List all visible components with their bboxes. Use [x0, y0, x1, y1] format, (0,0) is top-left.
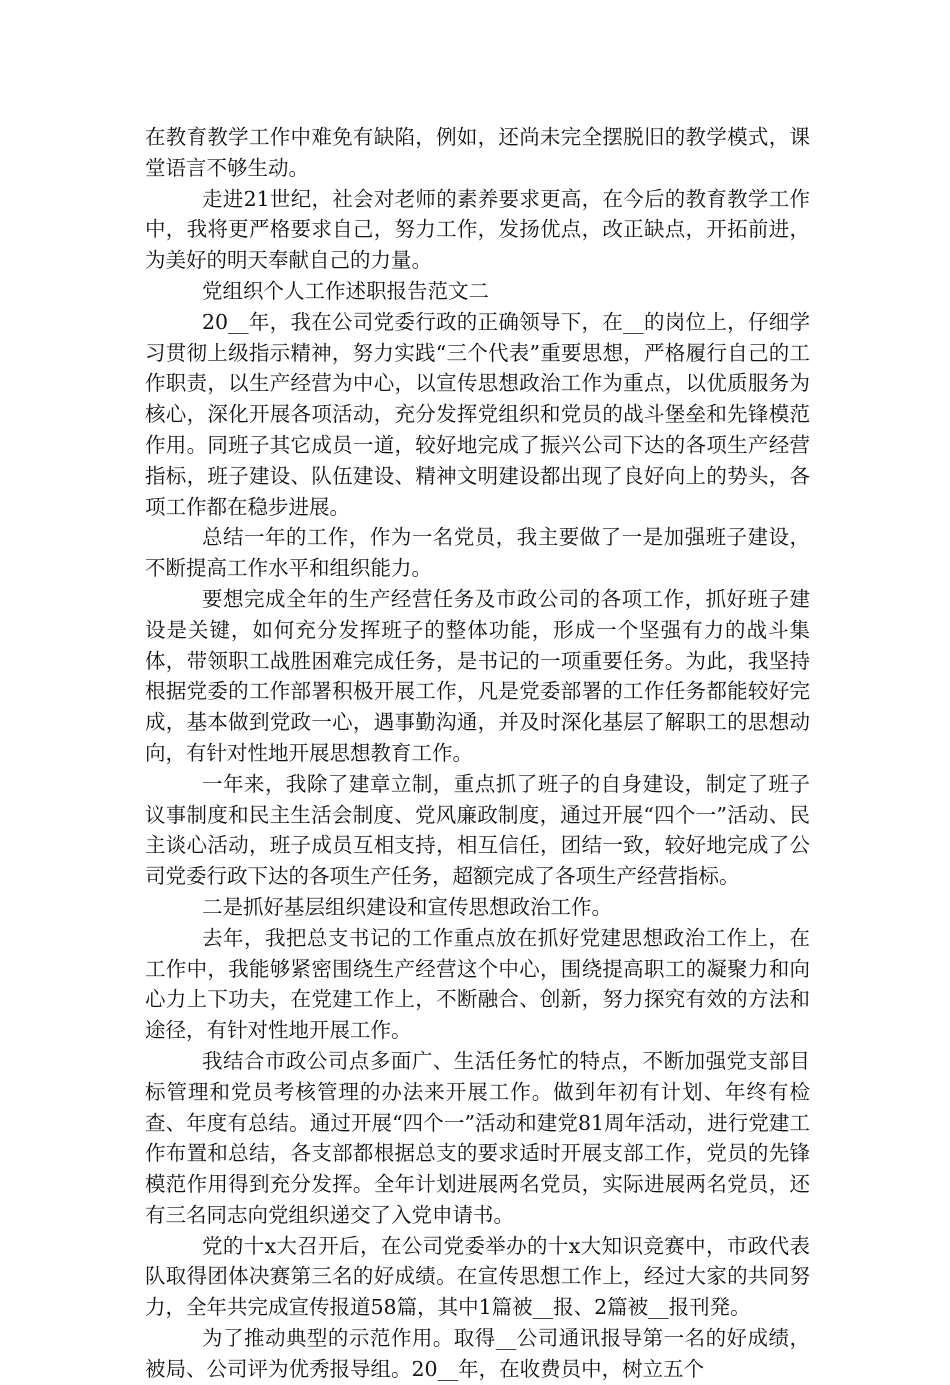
- paragraph-5: 总结一年的工作，作为一名党员，我主要做了一是加强班子建设，不断提高工作水平和组织能力。: [145, 525, 810, 581]
- paragraph-4: 20__年，我在公司党委行政的正确领导下，在__的岗位上，仔细学习贯彻上级指示精神，努力实践“三个代表”重要思想，严格履行自己的工作职责，以生产经营为中心，以宣传思想政治工作为重点，以优质服务为核心，深化开展各项活动，充分发挥党组织和党员的战斗堡垒和先锋模范作用。同班子其它成员一道，较好地完成了振兴公司下达的各项生产经营指标，班子建设、队伍建设、精神文明建设都出现了良好向上的势头，各项工作都在稳步进展。: [145, 309, 810, 519]
- paragraph-7: 一年来，我除了建章立制，重点抓了班子的自身建设，制定了班子议事制度和民主生活会制度、党风廉政制度，通过开展“四个一”活动、民主谈心活动，班子成员互相支持，相互信任，团结一致，较好地完成了公司党委行政下达的各项生产任务，超额完成了各项生产经营指标。: [145, 771, 810, 889]
- paragraph-9: 去年，我把总支书记的工作重点放在抓好党建思想政治工作上，在工作中，我能够紧密围绕生产经营这个中心，围绕提高职工的凝聚力和向心力上下功夫，在党建工作上，不断融合、创新，努力探究有效的方法和途径，有针对性地开展工作。: [145, 925, 810, 1043]
- paragraph-1: 在教育教学工作中难免有缺陷，例如，还尚未完全摆脱旧的教学模式，课堂语言不够生动。: [145, 125, 810, 180]
- paragraph-2: 走进21世纪，社会对老师的素养要求更高，在今后的教育教学工作中，我将更严格要求自己，努力工作，发扬优点，改正缺点，开拓前进，为美好的明天奉献自己的力量。: [145, 186, 810, 273]
- section-heading: 党组织个人工作述职报告范文二: [202, 278, 489, 303]
- paragraph-8: 二是抓好基层组织建设和宣传思想政治工作。: [202, 894, 612, 919]
- document-body: [145, 122, 810, 1385]
- paragraph-6: 要想完成全年的生产经营任务及市政公司的各项工作，抓好班子建设是关键，如何充分发挥班子的整体功能，形成一个坚强有力的战斗集体，带领职工战胜困难完成任务，是书记的一项重要任务。为此，我坚持根据党委的工作部署积极开展工作，凡是党委部署的工作任务都能较好完成，基本做到党政一心，遇事勤沟通，并及时深化基层了解职工的思想动向，有针对性地开展思想教育工作。: [145, 586, 810, 765]
- paragraph-10: 我结合市政公司点多面广、生活任务忙的特点，不断加强党支部目标管理和党员考核管理的办法来开展工作。做到年初有计划、年终有检查、年度有总结。通过开展“四个一”活动和建党81周年活动，进行党建工作布置和总结，各支部都根据总支的要求适时开展支部工作，党员的先锋模范作用得到充分发挥。全年计划进展两名党员，实际进展两名党员，还有三名同志向党组织递交了入党申请书。: [145, 1048, 810, 1227]
- paragraph-11: 党的十x大召开后，在公司党委举办的十x大知识竞赛中，市政代表队取得团体决赛第三名的好成绩。在宣传思想工作上，经过大家的共同努力，全年共完成宣传报道58篇，其中1篇被__报、2篇被__报刊発。: [145, 1233, 810, 1320]
- paragraph-12: 为了推动典型的示范作用。取得__公司通讯报导第一名的好成绩，被局、公司评为优秀报导组。20__年，在收费员中，树立五个: [145, 1326, 810, 1381]
